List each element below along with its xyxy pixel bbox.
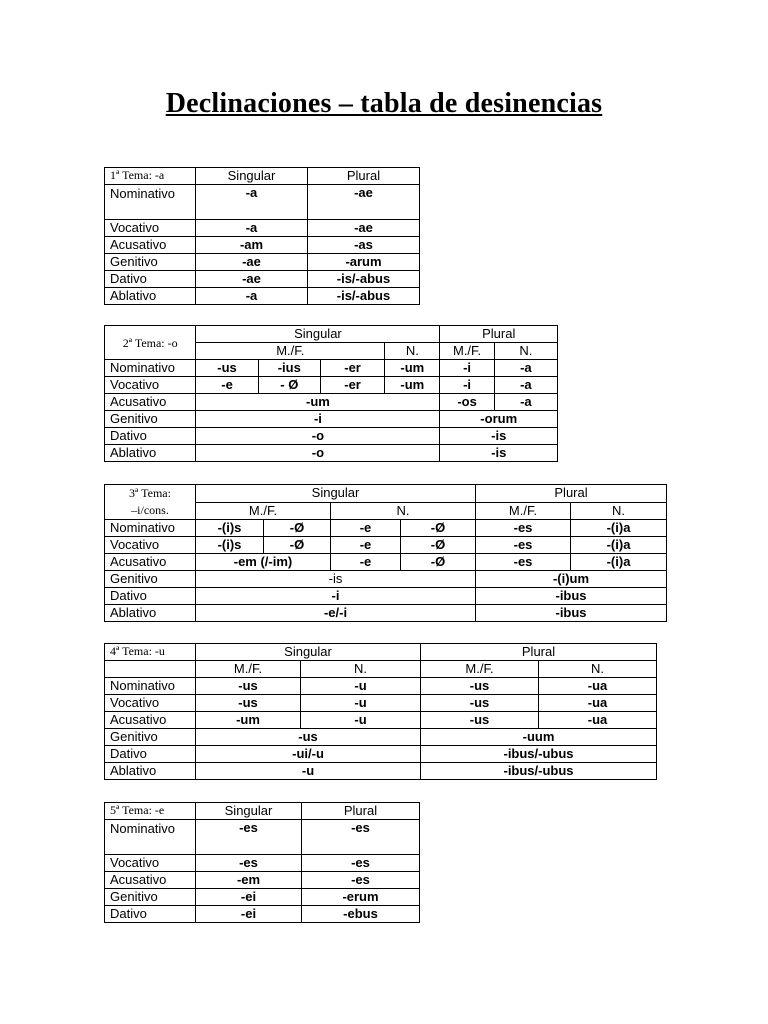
table-header-row [105,803,420,820]
neuter-header: N. [539,661,657,678]
ending-cell: -us [421,678,539,695]
case-label: Genitivo [105,254,196,271]
ending-cell: -e [331,520,401,537]
table-row [105,220,420,237]
case-label: Acusativo [105,237,196,254]
ending-cell: -o [196,445,440,462]
ending-cell: -is [196,571,476,588]
case-label: Dativo [105,906,196,923]
plural-header: Plural [308,168,420,185]
case-label: Dativo [105,428,196,445]
table-row [105,554,667,571]
ending-cell: -ae [196,254,308,271]
masc-fem-header: M./F. [440,343,494,360]
masc-fem-header: M./F. [476,502,571,520]
case-label: Nominativo [105,360,196,377]
case-label: Dativo [105,271,196,288]
ending-cell: -i [196,588,476,605]
table-row [105,889,420,906]
neuter-header: N. [494,343,557,360]
table-header-row [105,168,420,185]
case-label: Ablativo [105,763,196,780]
ending-cell: -um [385,360,440,377]
case-label: Ablativo [105,605,196,622]
second-declension-table [104,325,558,462]
ending-cell: -es [196,855,302,872]
ending-cell: -ei [196,906,302,923]
table-row [105,394,558,411]
ending-cell: -am [196,237,308,254]
ending-cell: -i [196,411,440,428]
masc-fem-header: M./F. [196,502,331,520]
plural-header: Plural [440,326,558,343]
tema-label: 5ª Tema: -e [105,803,196,820]
masc-fem-header: M./F. [196,661,301,678]
case-label: Vocativo [105,377,196,394]
ending-cell: -ae [308,185,420,220]
case-label: Acusativo [105,872,196,889]
ending-cell: -ibus [476,605,667,622]
ending-cell: -us [196,360,258,377]
ending-cell: -Ø [401,537,476,554]
ending-cell: -os [440,394,494,411]
ending-cell: -uum [421,729,657,746]
page-title: Declinaciones – tabla de desinencias [165,88,603,119]
table-row [105,605,667,622]
ending-cell: -(i)um [476,571,667,588]
case-label: Nominativo [105,678,196,695]
ending-cell: -a [494,360,557,377]
table-row [105,288,420,305]
table-header-row [105,644,657,661]
case-label: Vocativo [105,855,196,872]
ending-cell: -a [494,394,557,411]
ending-cell: -e [196,377,258,394]
table-row [105,906,420,923]
table-row [105,520,667,537]
table-row [105,872,420,889]
ending-cell: -em [196,872,302,889]
ending-cell: -um [385,377,440,394]
ending-cell: -us [196,729,421,746]
case-label: Acusativo [105,554,196,571]
tema-label-line1: 3ª Tema: [129,486,171,500]
ending-cell: -e [331,537,401,554]
case-label: Vocativo [105,220,196,237]
table-row [105,411,558,428]
case-label: Vocativo [105,695,196,712]
fourth-declension-table [104,643,657,780]
ending-cell: -ae [308,220,420,237]
singular-header: Singular [196,326,440,343]
ending-cell: -a [196,220,308,237]
ending-cell: -(i)a [571,520,667,537]
ending-cell: -us [196,678,301,695]
case-label: Nominativo [105,520,196,537]
ending-cell: -em (/-im) [196,554,331,571]
ending-cell: -es [302,872,420,889]
tema-label: 2ª Tema: -o [105,326,196,360]
table-row [105,678,657,695]
ending-cell: -as [308,237,420,254]
ending-cell: -ae [196,271,308,288]
ending-cell: -us [421,712,539,729]
case-label: Genitivo [105,571,196,588]
ending-cell: -es [476,537,571,554]
table-row [105,820,420,855]
tema-label: 1ª Tema: -a [105,168,196,185]
ending-cell: -orum [440,411,558,428]
table-row [105,254,420,271]
ending-cell: -i [440,377,494,394]
ending-cell: -ei [196,889,302,906]
case-label: Dativo [105,588,196,605]
third-declension-table [104,484,667,622]
ending-cell: -es [476,520,571,537]
ending-cell: -u [301,678,421,695]
ending-cell: -a [196,288,308,305]
table-row [105,855,420,872]
empty-cell [105,661,196,678]
case-label: Acusativo [105,394,196,411]
ending-cell: -Ø [264,520,331,537]
ending-cell: -e [331,554,401,571]
ending-cell: -(i)s [196,537,264,554]
ending-cell: -er [320,360,384,377]
table-row [105,729,657,746]
table-row [105,185,420,220]
table-row [105,712,657,729]
table-row [105,428,558,445]
ending-cell: -erum [302,889,420,906]
ending-cell: -e/-i [196,605,476,622]
table-header-row [105,485,667,503]
neuter-header: N. [385,343,440,360]
ending-cell: -um [196,394,440,411]
case-label: Acusativo [105,712,196,729]
table-header-row [105,326,558,343]
case-label: Genitivo [105,411,196,428]
tema-label: 4ª Tema: -u [105,644,196,661]
ending-cell: - Ø [258,377,320,394]
table-row [105,588,667,605]
gender-header-row [105,661,657,678]
ending-cell: -a [494,377,557,394]
case-label: Vocativo [105,537,196,554]
table-row [105,763,657,780]
table-row [105,537,667,554]
ending-cell: -(i)a [571,537,667,554]
singular-header: Singular [196,644,421,661]
ending-cell: -ua [539,712,657,729]
ending-cell: -(i)s [196,520,264,537]
case-label: Genitivo [105,729,196,746]
ending-cell: -is [440,428,558,445]
ending-cell: -es [476,554,571,571]
tema-label [105,485,196,520]
ending-cell: -(i)a [571,554,667,571]
ending-cell: -is/-abus [308,271,420,288]
ending-cell: -ebus [302,906,420,923]
ending-cell: -a [196,185,308,220]
case-label: Ablativo [105,288,196,305]
neuter-header: N. [301,661,421,678]
ending-cell: -i [440,360,494,377]
ending-cell: -ua [539,678,657,695]
ending-cell: -o [196,428,440,445]
ending-cell: -ibus [476,588,667,605]
ending-cell: -es [302,855,420,872]
ending-cell: -u [301,695,421,712]
masc-fem-header: M./F. [196,343,385,360]
tema-label-line2: –i/cons. [131,503,169,517]
ending-cell: -um [196,712,301,729]
ending-cell: -ius [258,360,320,377]
ending-cell: -is/-abus [308,288,420,305]
singular-header: Singular [196,168,308,185]
ending-cell: -ibus/-ubus [421,746,657,763]
masc-fem-header: M./F. [421,661,539,678]
ending-cell: -u [196,763,421,780]
ending-cell: -es [196,820,302,855]
singular-header: Singular [196,803,302,820]
ending-cell: -ui/-u [196,746,421,763]
ending-cell: -Ø [264,537,331,554]
table-row [105,695,657,712]
case-label: Genitivo [105,889,196,906]
ending-cell: -u [301,712,421,729]
ending-cell: -Ø [401,520,476,537]
ending-cell: -ua [539,695,657,712]
ending-cell: -ibus/-ubus [421,763,657,780]
table-row [105,237,420,254]
case-label: Ablativo [105,445,196,462]
ending-cell: -es [302,820,420,855]
table-row [105,746,657,763]
fifth-declension-table [104,802,420,923]
neuter-header: N. [571,502,667,520]
table-row [105,571,667,588]
ending-cell: -is [440,445,558,462]
ending-cell: -arum [308,254,420,271]
ending-cell: -er [320,377,384,394]
ending-cell: -us [421,695,539,712]
table-row [105,445,558,462]
plural-header: Plural [476,485,667,503]
table-row [105,360,558,377]
table-row [105,271,420,288]
first-declension-table [104,167,420,305]
table-row [105,377,558,394]
plural-header: Plural [302,803,420,820]
singular-header: Singular [196,485,476,503]
plural-header: Plural [421,644,657,661]
ending-cell: -us [196,695,301,712]
case-label: Nominativo [105,820,196,855]
case-label: Dativo [105,746,196,763]
ending-cell: -Ø [401,554,476,571]
neuter-header: N. [331,502,476,520]
case-label: Nominativo [105,185,196,220]
